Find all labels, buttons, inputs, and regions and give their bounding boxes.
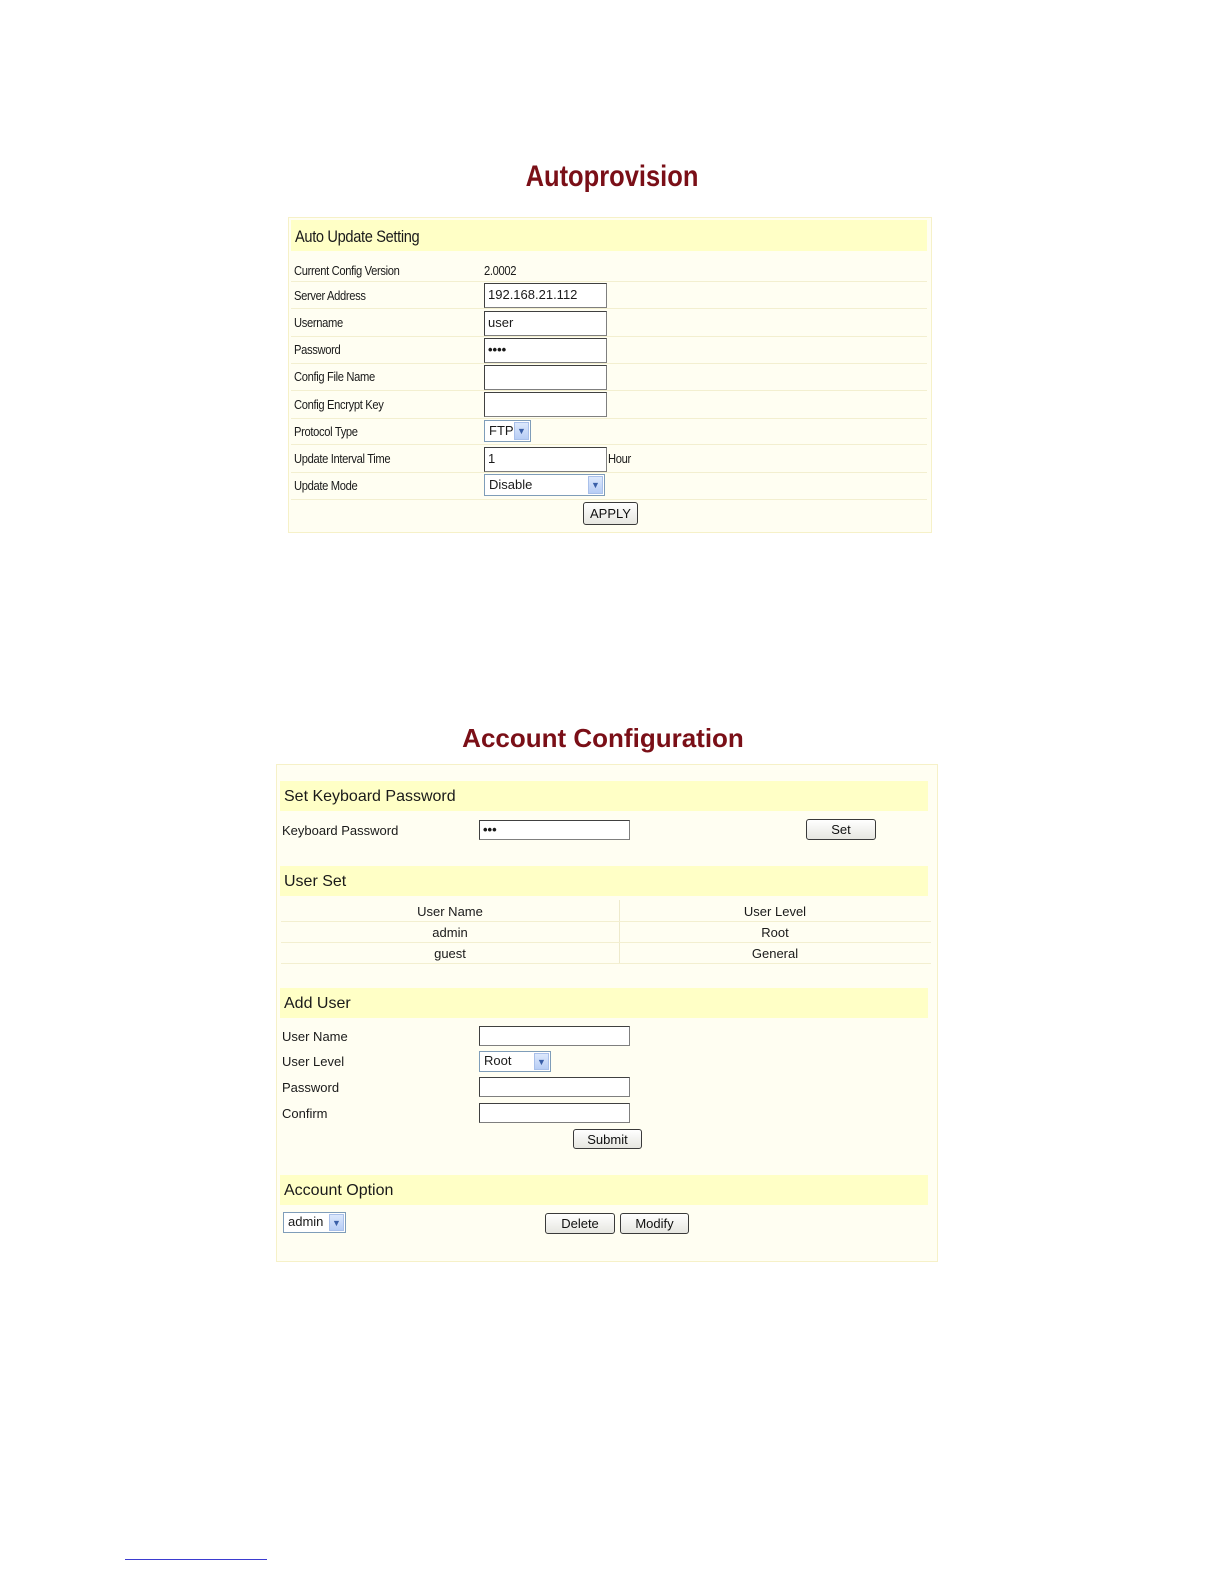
account-option-section-header — [280, 1175, 928, 1205]
account-select[interactable] — [283, 1212, 346, 1233]
update-interval-time-label: Update Interval Time — [294, 451, 391, 466]
config-file-name-input[interactable] — [484, 365, 607, 390]
keyboard-password-input[interactable]: ••• — [479, 820, 630, 840]
chevron-down-icon[interactable]: ▼ — [588, 476, 603, 494]
add-user-level-label: User Level — [282, 1054, 345, 1069]
auto-update-section-header — [291, 220, 927, 251]
config-file-name-label: Config File Name — [294, 369, 375, 384]
update-mode-label: Update Mode — [294, 478, 358, 493]
modify-button[interactable]: Modify — [620, 1213, 689, 1234]
config-encrypt-key-label: Config Encrypt Key — [294, 397, 384, 412]
footnote-divider — [125, 1559, 267, 1560]
user-set-section-title: User Set — [284, 873, 347, 890]
current-config-version-label: Current Config Version — [294, 263, 400, 278]
keyboard-section-header — [280, 781, 928, 811]
server-address-input[interactable]: 192.168.21.112 — [484, 283, 607, 308]
table-row: General — [751, 946, 799, 961]
table-row: admin — [432, 925, 468, 940]
account-select-value: admin — [288, 1214, 324, 1229]
protocol-type-select[interactable] — [484, 420, 531, 442]
current-config-version-value: 2.0002 — [484, 263, 517, 278]
auto-update-section-title: Auto Update Setting — [295, 227, 420, 246]
username-label: Username — [294, 315, 343, 330]
update-mode-value: Disable — [489, 477, 533, 492]
password-label: Password — [294, 342, 341, 357]
chevron-down-icon[interactable]: ▼ — [329, 1214, 344, 1231]
submit-button[interactable]: Submit — [573, 1129, 642, 1149]
server-address-label: Server Address — [294, 288, 366, 303]
chevron-down-icon[interactable]: ▼ — [534, 1053, 549, 1070]
add-user-section-title: Add User — [284, 995, 351, 1012]
user-level-column-header: User Level — [743, 904, 807, 919]
update-mode-select[interactable] — [484, 474, 605, 496]
user-set-table — [281, 900, 931, 964]
chevron-down-icon[interactable]: ▼ — [514, 422, 529, 440]
config-encrypt-key-input[interactable] — [484, 392, 607, 417]
delete-button[interactable]: Delete — [545, 1213, 615, 1234]
password-input[interactable]: •••• — [484, 338, 607, 363]
protocol-type-label: Protocol Type — [294, 424, 358, 439]
keyboard-password-label: Keyboard Password — [282, 823, 399, 838]
add-user-name-input[interactable] — [479, 1026, 630, 1046]
add-user-confirm-label: Confirm — [282, 1106, 328, 1121]
apply-button[interactable]: APPLY — [583, 502, 638, 525]
add-user-name-label: User Name — [282, 1029, 348, 1044]
add-user-password-input[interactable] — [479, 1077, 630, 1097]
update-interval-unit: Hour — [608, 451, 631, 466]
account-configuration-title: Account Configuration — [462, 723, 744, 753]
autoprovision-title: Autoprovision — [525, 160, 699, 193]
table-row: Root — [761, 925, 789, 940]
add-user-confirm-input[interactable] — [479, 1103, 630, 1123]
table-row: guest — [434, 946, 466, 961]
set-button[interactable]: Set — [806, 819, 876, 840]
user-level-select[interactable] — [479, 1051, 551, 1072]
username-input[interactable]: user — [484, 311, 607, 336]
keyboard-section-title: Set Keyboard Password — [284, 788, 456, 805]
add-user-section-header — [280, 988, 928, 1018]
protocol-type-value: FTP — [489, 423, 514, 438]
update-interval-time-input[interactable]: 1 — [484, 447, 607, 472]
user-set-section-header — [280, 866, 928, 896]
user-name-column-header: User Name — [417, 904, 483, 919]
user-level-value: Root — [484, 1053, 512, 1068]
account-option-section-title: Account Option — [284, 1182, 394, 1199]
add-user-password-label: Password — [282, 1080, 340, 1095]
